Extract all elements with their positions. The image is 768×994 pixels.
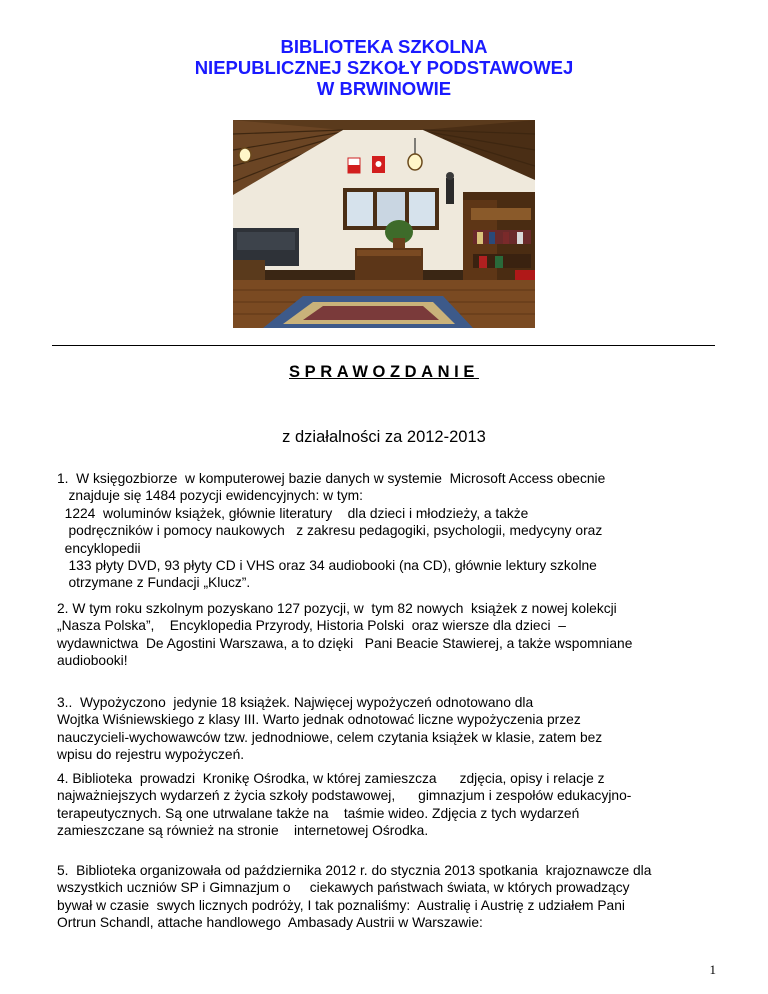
header-line-3: W BRWINOWIE <box>316 78 452 99</box>
paragraph-line: Wojtka Wiśniewskiego z klasy III. Warto jednak odnotować liczne wypożyczenia przez <box>57 712 581 728</box>
paragraph-line: 133 płyty DVD, 93 płyty CD i VHS oraz 34 audiobooki (na CD), głównie lektury szkolne <box>57 558 597 574</box>
paragraph-line: otrzymane z Fundacji „Klucz”. <box>57 575 251 591</box>
library-room-photo <box>233 120 535 328</box>
paragraph-line: bywał w czasie swych licznych podróży, I tak poznaliśmy: Australię i Austrię z udziałem Pani <box>57 897 625 913</box>
paragraph-line: wpisu do rejestru wypożyczeń. <box>57 747 245 763</box>
paragraph-line: nauczycieli-wychowawców tzw. jednodniowe, celem czytania książek w klasie, zatem bez <box>57 729 603 745</box>
paragraph-line: terapeutycznych. Są one utrwalane także na taśmie wideo. Zdjęcia z tych wydarzeń <box>57 805 580 821</box>
paragraph-line: encyklopedii <box>57 540 141 556</box>
paragraph-line: 3.. Wypożyczono jedynie 18 książek. Najwięcej wypożyczeń odnotowano dla <box>57 695 534 710</box>
paragraph-line: 1. W księgozbiorze w komputerowej bazie danych w systemie Microsoft Access obecnie <box>57 471 606 486</box>
header-line-2: NIEPUBLICZNEJ SZKOŁY PODSTAWOWEJ <box>194 57 574 78</box>
paragraph-line: wydawnictwa De Agostini Warszawa, a to dzięki Pani Beacie Stawierej, a także wspomniane <box>57 635 633 651</box>
paragraph-line: najważniejszych wydarzeń z życia szkoły podstawowej, gimnazjum i zespołów edukacyjno- <box>57 788 632 804</box>
paragraph-line: Ortrun Schandl, attache handlowego Ambasady Austrii w Warszawie: <box>57 915 483 931</box>
library-header <box>0 36 768 99</box>
report-subtitle: z działalności za 2012-2013 <box>282 428 486 446</box>
paragraph-5 <box>57 862 737 932</box>
paragraph-line: 4. Biblioteka prowadzi Kronikę Ośrodka, w której zamieszcza zdjęcia, opisy i relacje z <box>57 771 605 786</box>
paragraph-line: znajduje się 1484 pozycji ewidencyjnych: w tym: <box>57 488 363 504</box>
paragraph-line: wszystkich uczniów SP i Gimnazjum o ciekawych państwach świata, w których prowadzący <box>57 880 630 896</box>
paragraph-line: zamieszczane są również na stronie internetowej Ośrodka. <box>57 823 429 839</box>
paragraph-2 <box>57 600 737 670</box>
paragraph-4 <box>57 770 737 840</box>
paragraph-line: audiobooki! <box>57 653 128 669</box>
paragraph-line: „Nasza Polska”, Encyklopedia Przyrody, Historia Polski oraz wiersze dla dzieci – <box>57 618 566 634</box>
paragraph-line: podręczników i pomocy naukowych z zakresu pedagogiki, psychologii, medycyny oraz <box>57 523 603 539</box>
paragraph-1 <box>57 470 737 592</box>
library-room-illustration <box>233 120 535 328</box>
paragraph-3 <box>57 694 737 764</box>
header-line-1: BIBLIOTEKA SZKOLNA <box>280 36 488 57</box>
page-number: 1 <box>709 962 716 977</box>
report-title: SPRAWOZDANIE <box>289 363 479 381</box>
paragraph-line: 5. Biblioteka organizowała od października 2012 r. do stycznia 2013 spotkania krajoznawcze dla <box>57 863 652 878</box>
horizontal-rule <box>52 345 715 346</box>
paragraph-line: 2. W tym roku szkolnym pozyskano 127 pozycji, w tym 82 nowych książek z nowej kolekcji <box>57 601 617 616</box>
paragraph-line: 1224 woluminów książek, głównie literatury dla dzieci i młodzieży, a także <box>57 505 529 521</box>
